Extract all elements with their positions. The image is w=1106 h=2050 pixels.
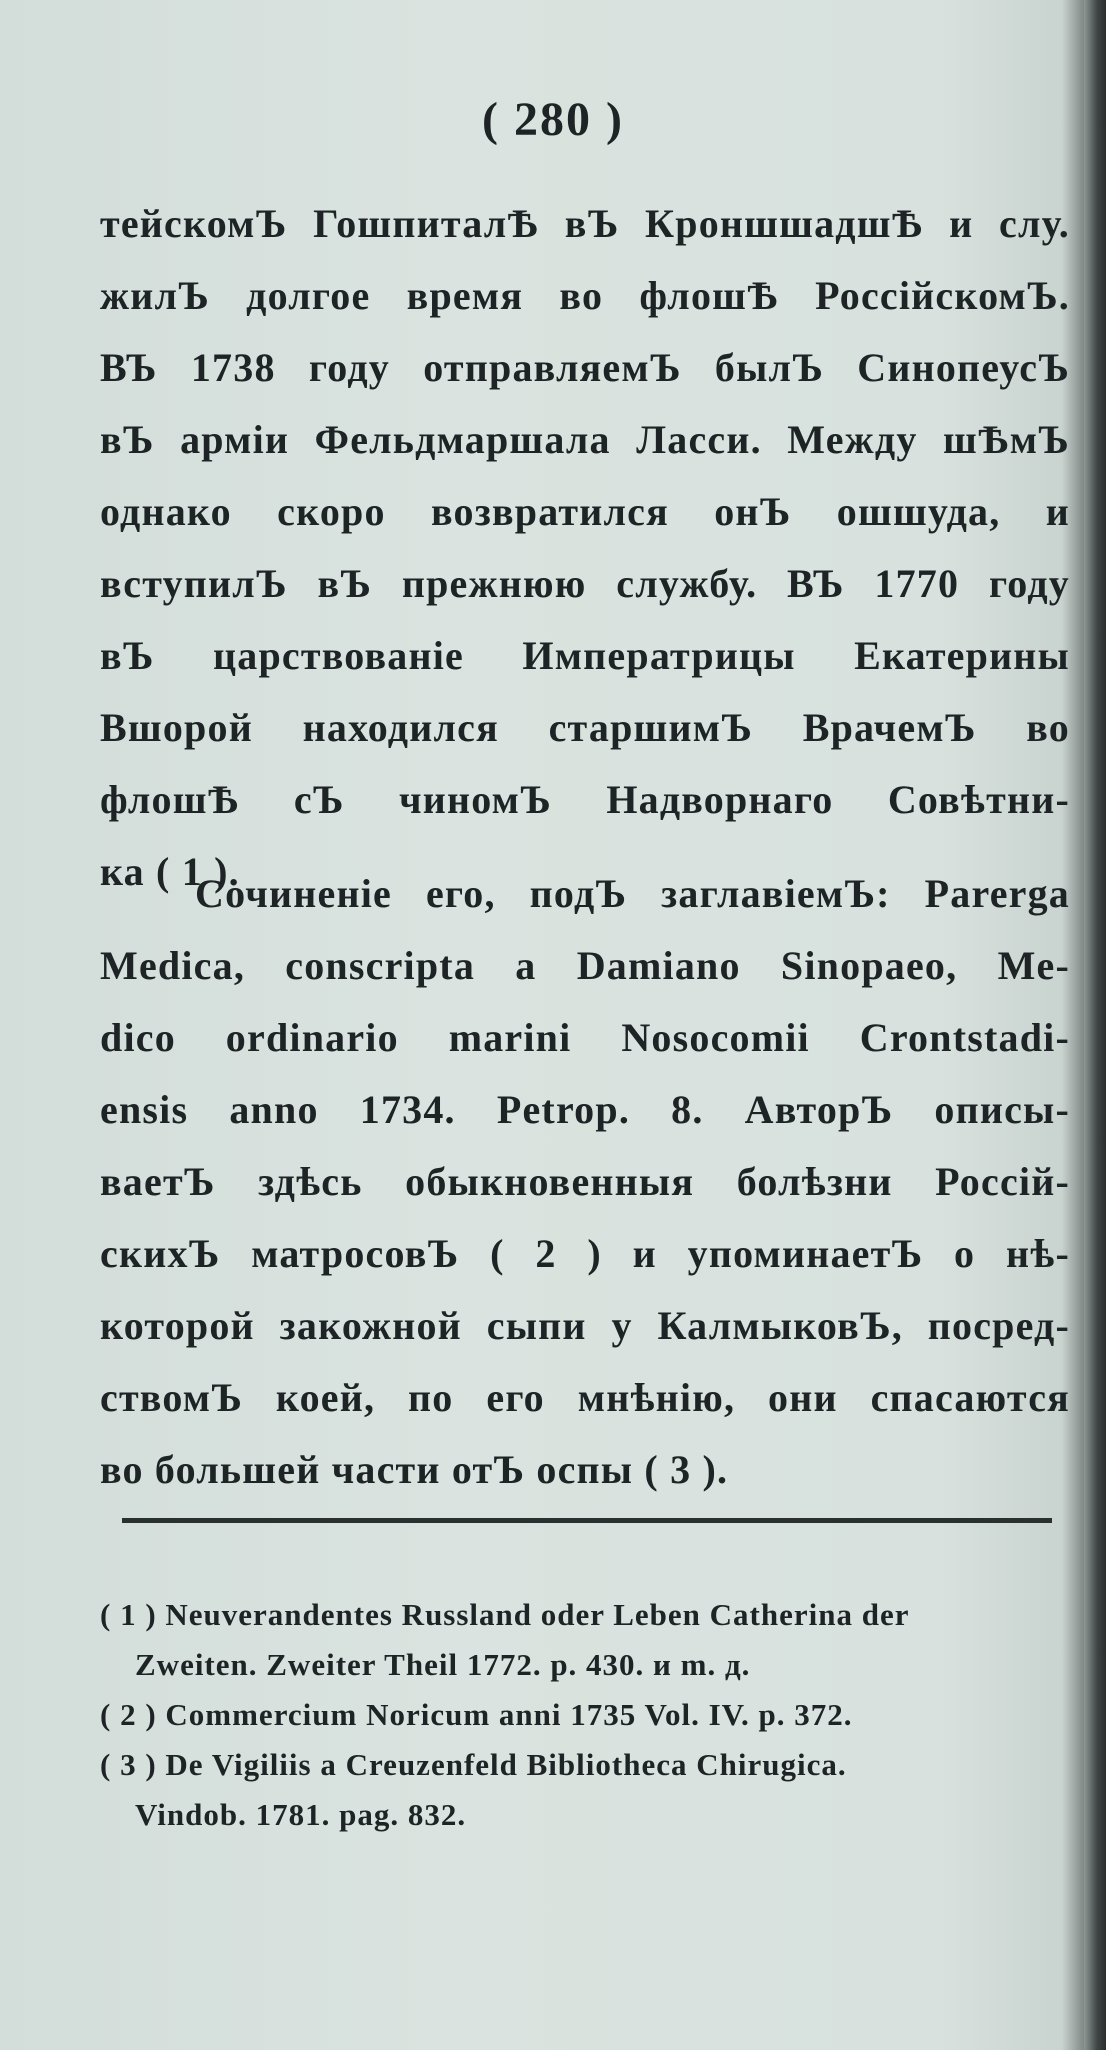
paragraph-work: [100, 858, 1070, 1506]
footnote-separator: [122, 1518, 1052, 1523]
footnotes: [100, 1590, 1075, 1840]
text-line: вЪ арміи Фельдмаршала Ласси. Между шѢмЪ: [100, 417, 1070, 462]
footnote-line: Zweiten. Zweiter Theil 1772. p. 430. и m. д.: [135, 1647, 751, 1682]
text-line: вЪ царствованіе Императрицы Екатерины: [100, 633, 1070, 678]
text-line: ВЪ 1738 году отправляемЪ былЪ СинопеусЪ: [100, 345, 1070, 390]
text-line: которой закожной сыпи у КалмыковЪ, посред-: [100, 1303, 1070, 1348]
text-line: во большей части отЪ оспы ( 3 ).: [100, 1447, 729, 1492]
text-line: dico ordinario marini Nosocomii Crontstadi-: [100, 1015, 1070, 1060]
text-line: вступилЪ вЪ прежнюю службу. ВЪ 1770 году: [100, 561, 1070, 606]
text-line: ваетЪ здѣсь обыкновенныя болѣзни Россій-: [100, 1159, 1070, 1204]
text-line: тейскомЪ ГошпиталѢ вЪ КроншшадшѢ и слу.: [100, 201, 1070, 246]
text-line: Medica, conscripta a Damiano Sinopaeo, Me-: [100, 943, 1070, 988]
footnote-1: [100, 1590, 1075, 1690]
page-number: ( 280 ): [482, 93, 624, 146]
text-line: ка ( 1 ).: [100, 849, 240, 894]
text-line: флошѢ сЪ чиномЪ Надворнаго Совѣтни-: [100, 777, 1070, 822]
footnote-3: [100, 1740, 1075, 1840]
footnote-line: ( 2 ) Commercium Noricum anni 1735 Vol. IV. p. 372.: [100, 1697, 853, 1732]
footnote-line: ( 3 ) De Vigiliis a Creuzenfeld Bibliotheca Chirugica.: [100, 1747, 847, 1782]
footnote-line: Vindob. 1781. pag. 832.: [135, 1797, 467, 1832]
text-line: ствомЪ коей, по его мнѣнію, они спасаются: [100, 1375, 1070, 1420]
paragraph-biography: [100, 188, 1070, 908]
footnote-2: [100, 1690, 1075, 1740]
text-line: однако скоро возвратился онЪ ошшуда, и: [100, 489, 1070, 534]
book-spine-shadow: [1084, 0, 1106, 2050]
text-line: Вшорой находился старшимЪ ВрачемЪ во: [100, 705, 1070, 750]
footnote-line: ( 1 ) Neuverandentes Russland oder Leben Catherina der: [100, 1597, 910, 1632]
text-line: Сочиненіе его, подЪ заглавіемЪ: Parerga: [195, 871, 1070, 916]
text-line: скихЪ матросовЪ ( 2 ) и упоминаетЪ о нѣ-: [100, 1231, 1070, 1276]
text-line: жилЪ долгое время во флошѢ РоссійскомЪ.: [100, 273, 1070, 318]
text-line: ensis anno 1734. Petrop. 8. АвторЪ описы-: [100, 1087, 1070, 1132]
